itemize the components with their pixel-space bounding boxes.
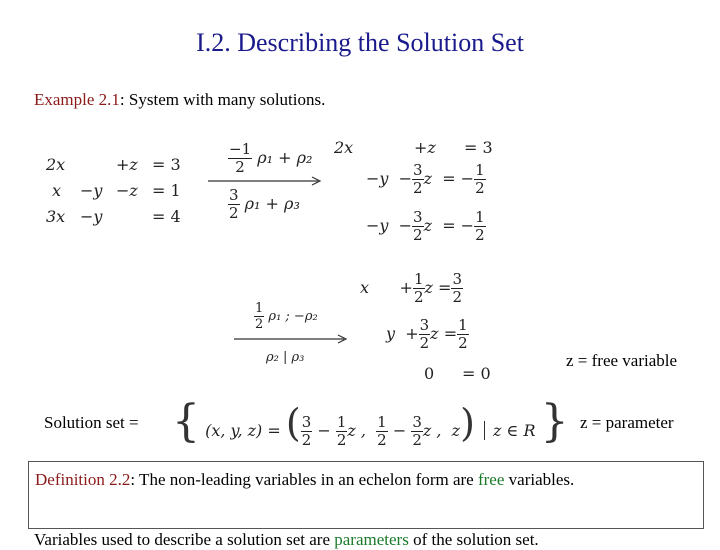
sys3-r1: x + $\frac{1}{2}$ z = $\frac{3}{2}$ bbox=[360, 270, 462, 306]
sys3-r3-b: = 0 bbox=[462, 364, 491, 383]
definition-box: Definition 2.2: The non-leading variables in an echelon form are free variables. bbox=[28, 461, 704, 529]
sys2-r1-a: 2x bbox=[334, 138, 354, 157]
parameters-term: parameters bbox=[334, 530, 409, 549]
arrow-icon bbox=[208, 176, 322, 186]
sys2-r1-c: = 3 bbox=[464, 138, 493, 157]
sys2-r1-b: +z bbox=[414, 138, 436, 157]
sys2-r3: −y − $\frac{3}{2}$ z = − $\frac{1}{2}$ bbox=[366, 208, 485, 244]
example-label: Example 2.1 bbox=[34, 90, 120, 109]
op1-bottom: $\frac{3}{2}$ ρ₁ + ρ₃ bbox=[229, 186, 300, 222]
sys1-r1-a: 2x bbox=[46, 155, 66, 174]
op1-top: $\frac{-1}{2}$ ρ₁ + ρ₂ bbox=[229, 140, 313, 176]
arrow-icon bbox=[234, 334, 348, 344]
sys2-r2: −y − $\frac{3}{2}$ z = − $\frac{1}{2}$ bbox=[366, 161, 485, 197]
page-title: I.2. Describing the Solution Set bbox=[196, 28, 524, 57]
sys1-r3-b: −y bbox=[80, 207, 103, 226]
z-parameter-note: z = parameter bbox=[580, 413, 674, 432]
op2-bottom: ρ₂ | ρ₃ bbox=[266, 350, 305, 365]
definition-label: Definition 2.2 bbox=[35, 470, 131, 489]
op2-top: $\frac{1}{2}$ ρ₁ ; −ρ₂ bbox=[255, 301, 318, 332]
z-free-note: z = free variable bbox=[566, 351, 678, 370]
solution-label: Solution set = bbox=[44, 413, 139, 432]
sys1-r2-c: −z bbox=[116, 181, 138, 200]
sys1-r1-b: +z bbox=[116, 155, 138, 174]
free-term: free bbox=[477, 470, 505, 489]
sys1-r2-b: −y bbox=[80, 181, 103, 200]
sys1-r3-a: 3x bbox=[46, 207, 66, 226]
solution-set: { (x, y, z) = ( $\frac{3}{2}$ − $\frac{1}{2}$ z , $\frac{1}{2}$ − $\frac{3}{2}$ z , z) z ∈ R } bbox=[172, 396, 569, 449]
sys3-r2: y + $\frac{3}{2}$ z = $\frac{1}{2}$ bbox=[386, 316, 468, 352]
sys1-r2-d: = 1 bbox=[152, 181, 181, 200]
sys1-r1-c: = 3 bbox=[152, 155, 181, 174]
sys1-r2-a: x bbox=[52, 181, 62, 200]
sys1-r3-c: = 4 bbox=[152, 207, 181, 226]
sys3-r3-a: 0 bbox=[424, 364, 435, 383]
parameters-note: Variables used to describe a solution set are parameters of the solution set. bbox=[34, 530, 539, 549]
example-heading bbox=[34, 90, 325, 110]
example-text: : System with many solutions. bbox=[119, 90, 326, 109]
